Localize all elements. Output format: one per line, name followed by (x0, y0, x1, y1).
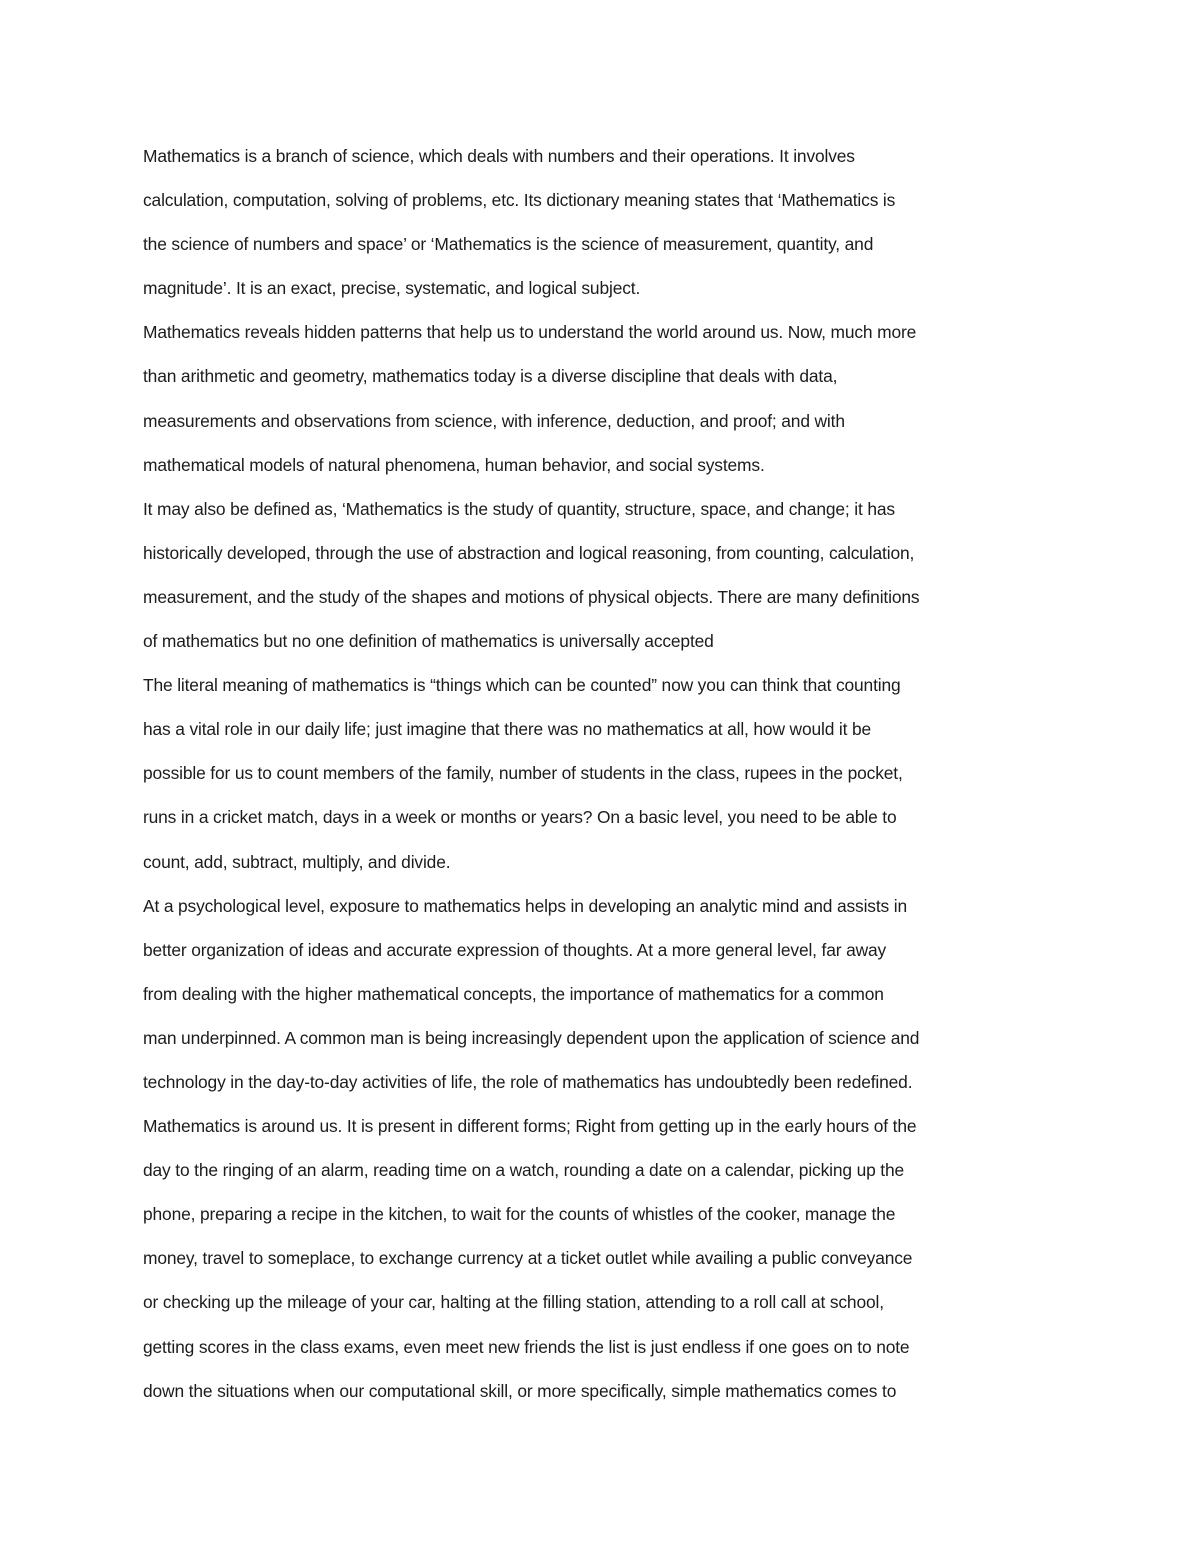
document-body-text (143, 134, 1063, 1413)
text-line: Mathematics is a branch of science, which deals with numbers and their operations. It involves (143, 146, 855, 166)
text-line: phone, preparing a recipe in the kitchen, to wait for the counts of whistles of the cooker, manage the (143, 1204, 896, 1225)
text-line: It may also be defined as, ‘Mathematics is the study of quantity, structure, space, and change; it has (143, 498, 895, 519)
text-line: than arithmetic and geometry, mathematics today is a diverse discipline that deals with data, (143, 366, 838, 387)
text-line: possible for us to count members of the family, number of students in the class, rupees in the pocket, (143, 763, 903, 784)
text-line: measurement, and the study of the shapes and motions of physical objects. There are many definitions (143, 586, 920, 607)
text-line: of mathematics but no one definition of mathematics is universally accepted (143, 631, 714, 652)
text-line: calculation, computation, solving of problems, etc. Its dictionary meaning states that ‘Mathematics is (143, 190, 896, 211)
text-line: the science of numbers and space’ or ‘Mathematics is the science of measurement, quantity, and (143, 234, 874, 255)
text-line: historically developed, through the use of abstraction and logical reasoning, from counting, calculation, (143, 542, 915, 563)
text-line: or checking up the mileage of your car, halting at the filling station, attending to a roll call at school, (143, 1292, 884, 1313)
text-line: getting scores in the class exams, even meet new friends the list is just endless if one goes on to note (143, 1336, 910, 1357)
text-line: better organization of ideas and accurate expression of thoughts. At a more general level, far away (143, 939, 887, 960)
text-line: from dealing with the higher mathematical concepts, the importance of mathematics for a common (143, 983, 884, 1004)
text-line: At a psychological level, exposure to mathematics helps in developing an analytic mind and assists in (143, 895, 907, 916)
text-line: technology in the day-to-day activities of life, the role of mathematics has undoubtedly been redefined. (143, 1071, 913, 1092)
text-line: man underpinned. A common man is being increasingly dependent upon the application of science and (143, 1027, 920, 1048)
text-line: down the situations when our computational skill, or more specifically, simple mathematics comes to (143, 1380, 897, 1401)
text-line: The literal meaning of mathematics is “things which can be counted” now you can think that counting (143, 675, 901, 696)
text-line: count, add, subtract, multiply, and divide. (143, 851, 451, 872)
text-line: mathematical models of natural phenomena, human behavior, and social systems. (143, 454, 765, 475)
text-line: Mathematics is around us. It is present in different forms; Right from getting up in the early hours of the (143, 1116, 917, 1137)
text-line: Mathematics reveals hidden patterns that help us to understand the world around us. Now, much more (143, 322, 917, 343)
text-line: measurements and observations from science, with inference, deduction, and proof; and with (143, 410, 845, 431)
text-line: money, travel to someplace, to exchange currency at a ticket outlet while availing a public conveyance (143, 1248, 913, 1269)
text-line: runs in a cricket match, days in a week or months or years? On a basic level, you need to be able to (143, 807, 897, 828)
text-line: has a vital role in our daily life; just imagine that there was no mathematics at all, how would it be (143, 719, 872, 740)
text-line: magnitude’. It is an exact, precise, systematic, and logical subject. (143, 278, 641, 299)
text-line: day to the ringing of an alarm, reading time on a watch, rounding a date on a calendar, picking up the (143, 1160, 905, 1181)
